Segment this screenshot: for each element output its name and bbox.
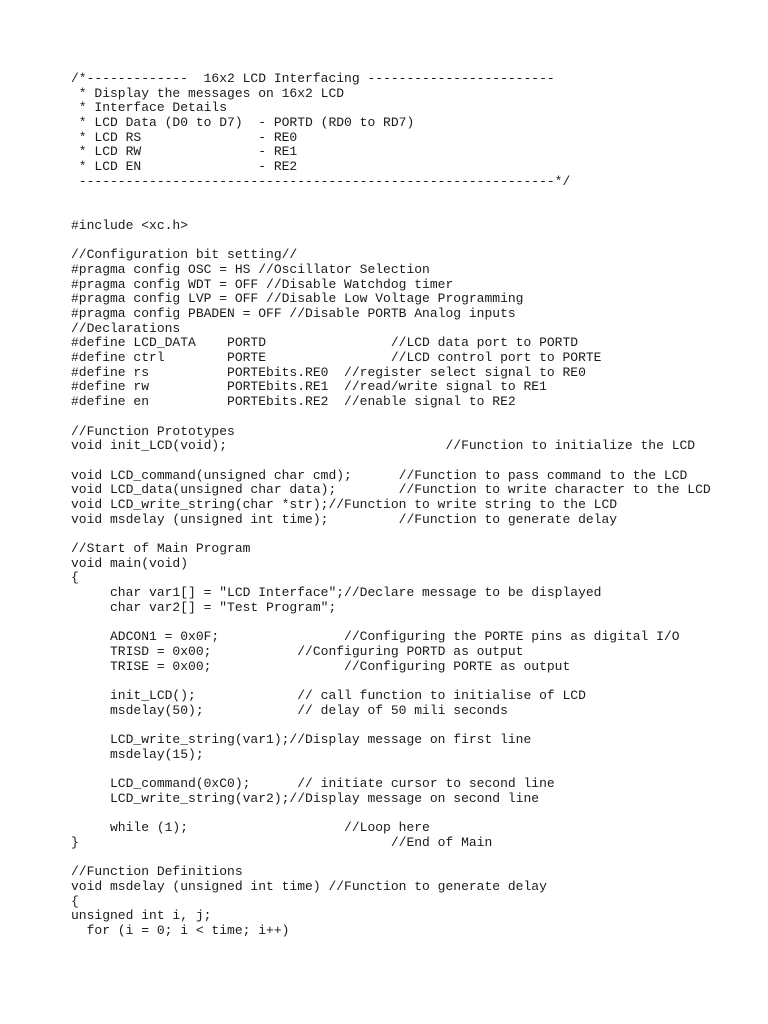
code-line-prototype: void LCD_command(unsigned char cmd); //Function to pass command to the LCD [71, 467, 688, 483]
code-line-comment: * LCD EN - RE2 [71, 159, 298, 175]
code-line-brace: } //End of Main [71, 834, 493, 850]
code-line-statement: TRISE = 0x00; //Configuring PORTE as output [71, 658, 571, 674]
code-line-blank [71, 615, 711, 630]
code-line-pragma: #pragma config PBADEN = OFF //Disable PORTB Analog inputs [71, 306, 516, 321]
code-line-prototype: void LCD_write_string(char *str);//Function to write string to the LCD [71, 496, 618, 512]
code-line-statement: TRISD = 0x00; //Configuring PORTD as output [71, 643, 524, 659]
code-line-define: #define en PORTEbits.RE2 //enable signal to RE2 [71, 394, 516, 410]
code-line-define: #define rs PORTEbits.RE0 //register select signal to RE0 [71, 364, 586, 380]
code-line-blank [71, 762, 711, 777]
code-line-statement: LCD_write_string(var1);//Display message on first line [71, 731, 532, 747]
code-line-blank [71, 190, 711, 205]
code-line-blank [71, 410, 711, 425]
code-line-brace: { [71, 893, 79, 909]
code-line-define: #define LCD_DATA PORTD //LCD data port to PORTD [71, 335, 579, 351]
code-line-prototype: void msdelay (unsigned int time); //Function to generate delay [71, 511, 618, 527]
code-line-prototype: void LCD_data(unsigned char data); //Function to write character to the LCD [71, 482, 711, 498]
code-line-header-end: -------------------------------------------------------------*/ [71, 173, 571, 189]
code-line-statement: msdelay(50); // delay of 50 mili seconds [71, 702, 508, 718]
code-line-statement: LCD_write_string(var2);//Display message on second line [71, 790, 540, 806]
code-line-statement: for (i = 0; i < time; i++) [71, 922, 290, 938]
code-line-define: #define ctrl PORTE //LCD control port to PORTE [71, 350, 602, 366]
code-line-define: #define rw PORTEbits.RE1 //read/write signal to RE1 [71, 379, 547, 395]
code-line-header-start: /*------------- 16x2 LCD Interfacing ------------------------ [71, 71, 555, 86]
code-line-comment: //Function Definitions [71, 864, 243, 880]
code-line-comment: //Configuration bit setting// [71, 247, 298, 263]
code-line-blank [71, 204, 711, 219]
code-line-blank [71, 674, 711, 689]
code-line-statement: ADCON1 = 0x0F; //Configuring the PORTE pins as digital I/O [71, 629, 680, 645]
code-line-comment: * LCD RS - RE0 [71, 129, 298, 145]
code-line-include: #include <xc.h> [71, 217, 189, 233]
code-line-blank [71, 718, 711, 733]
code-line-pragma: #pragma config WDT = OFF //Disable Watchdog timer [71, 276, 454, 292]
code-line-blank [71, 806, 711, 821]
code-line-comment: * Interface Details [71, 100, 228, 116]
code-line-comment: * LCD Data (D0 to D7) - PORTD (RD0 to RD7) [71, 115, 415, 131]
code-line-blank [71, 850, 711, 865]
code-line-statement: char var2[] = "Test Program"; [71, 599, 337, 615]
code-line-statement: unsigned int i, j; [71, 908, 212, 924]
code-line-function: void main(void) [71, 555, 189, 571]
code-line-prototype: void init_LCD(void); //Function to initialize the LCD [71, 438, 696, 454]
code-line-brace: { [71, 570, 79, 586]
code-line-blank [71, 527, 711, 542]
code-line-pragma: #pragma config LVP = OFF //Disable Low Voltage Programming [71, 291, 524, 307]
code-line-statement: msdelay(15); [71, 746, 204, 762]
code-line-statement: LCD_command(0xC0); // initiate cursor to second line [71, 776, 555, 791]
code-line-statement: char var1[] = "LCD Interface";//Declare message to be displayed [71, 585, 602, 601]
code-line-comment: * Display the messages on 16x2 LCD [71, 85, 345, 101]
code-line-comment: //Start of Main Program [71, 541, 251, 556]
code-line-comment: //Function Prototypes [71, 423, 235, 439]
code-line-comment: //Declarations [71, 320, 181, 336]
code-line-blank [71, 454, 711, 469]
code-line-statement: init_LCD(); // call function to initialise of LCD [71, 687, 586, 703]
code-listing [71, 72, 711, 939]
code-line-blank [71, 234, 711, 249]
code-line-pragma: #pragma config OSC = HS //Oscillator Selection [71, 261, 430, 277]
code-line-function: void msdelay (unsigned int time) //Function to generate delay [71, 878, 547, 894]
code-line-comment: * LCD RW - RE1 [71, 144, 298, 160]
code-line-statement: while (1); //Loop here [71, 820, 430, 836]
